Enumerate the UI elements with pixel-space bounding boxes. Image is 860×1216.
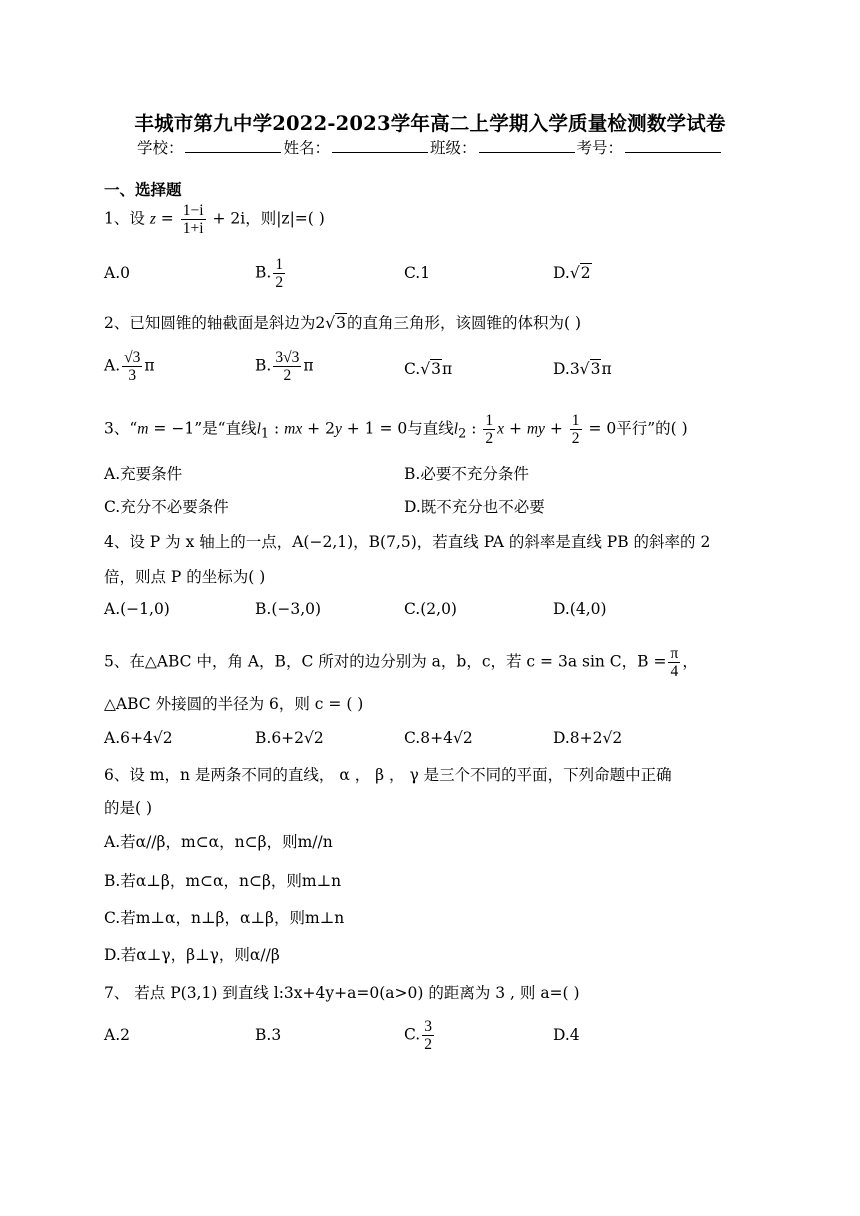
- question-6-line-1: 6、设 m，n 是两条不同的直线， α ， β ， γ 是三个不同的平面，下列命题中正确: [104, 766, 672, 784]
- name-label: 姓名：: [283, 139, 330, 157]
- question-5-line-1: 5、在△ABC 中，角 A，B，C 所对的边分别为 a，b，c，若 c = 3a sin C，B = $\frac{\pi}{4}$ ，: [104, 645, 698, 681]
- id-label: 考号：: [576, 139, 624, 157]
- name-blank[interactable]: [332, 139, 428, 153]
- q1-suffix: ，则|z|=( ): [245, 209, 325, 228]
- student-info-line: [0, 136, 860, 158]
- q6-option-c[interactable]: C.若m⊥α，n⊥β，α⊥β，则m⊥n: [104, 909, 345, 927]
- question-6-line-2: 的是( ): [104, 799, 153, 817]
- school-label: 学校：: [136, 139, 184, 157]
- question-5-line-2: △ABC 外接圆的半径为 6，则 c = ( ): [104, 695, 364, 713]
- question-2: 2、已知圆锥的轴截面是斜边为2√3的直角三角形，该圆锥的体积为( ): [104, 314, 582, 332]
- question-1: 1、设 z = $\frac{1-i}{1+i}$ + 2i，则|z|=( ): [104, 202, 325, 238]
- q7-option-a[interactable]: A.2: [104, 1026, 130, 1044]
- exam-title: 丰城市第九中学2022-2023学年高二上学期入学质量检测数学试卷: [134, 112, 726, 135]
- question-4-line-2: 倍，则点 P 的坐标为( ): [104, 568, 266, 586]
- q1-prefix: 1、设: [104, 209, 145, 228]
- q3-option-d[interactable]: D.既不充分也不必要: [404, 498, 545, 516]
- q3-option-c[interactable]: C.充分不必要条件: [104, 498, 229, 516]
- class-label: 班级：: [430, 139, 477, 157]
- q3-option-a[interactable]: A.充要条件: [104, 465, 183, 483]
- q1-option-c[interactable]: C.1: [404, 264, 431, 282]
- q5-option-d[interactable]: D.8+2√2: [553, 729, 623, 747]
- q6-option-b[interactable]: B.若α⊥β，m⊂α，n⊂β，则m⊥n: [104, 872, 342, 890]
- q5-option-c[interactable]: C.8+4√2: [404, 729, 473, 747]
- q1-option-d[interactable]: D.√2: [553, 264, 591, 282]
- q4-option-d[interactable]: D.(4,0): [553, 600, 607, 618]
- q6-option-a[interactable]: A.若α//β，m⊂α，n⊂β，则m//n: [104, 833, 333, 851]
- question-7: 7、 若点 P(3,1) 到直线 l:3x+4y+a=0(a>0) 的距离为 3 , 则 a=( ): [104, 984, 580, 1002]
- q3-option-b[interactable]: B.必要不充分条件: [404, 465, 529, 483]
- q7-option-d[interactable]: D.4: [553, 1026, 580, 1044]
- q5-option-a[interactable]: A.6+4√2: [104, 729, 173, 747]
- q2-option-a[interactable]: A. $\frac{√3}{3}$ π: [104, 349, 155, 385]
- q2-option-c[interactable]: C.√3π: [404, 360, 453, 378]
- q4-option-c[interactable]: C.(2,0): [404, 600, 457, 618]
- q7-option-c[interactable]: C. $\frac{3}{2}$: [404, 1018, 432, 1054]
- section-title: 一、选择题: [104, 180, 182, 199]
- question-3: 3、“m = −1”是“直线$l_1$ : mx + 2y + 1 = 0与直线$l_2$ : $\frac{1}{2}$ x + my + $\frac{1}{2}$ = 0平行”的( ): [104, 412, 688, 448]
- class-blank[interactable]: [479, 139, 575, 153]
- q5-option-b[interactable]: B.6+2√2: [255, 729, 324, 747]
- school-blank[interactable]: [185, 139, 281, 153]
- q6-option-d[interactable]: D.若α⊥γ，β⊥γ，则α//β: [104, 946, 280, 964]
- q7-option-b[interactable]: B.3: [255, 1026, 282, 1044]
- q4-option-a[interactable]: A.(−1,0): [104, 600, 170, 618]
- q1-option-b[interactable]: B. $\frac{1}{2}$: [255, 256, 284, 292]
- q1-fraction: $\frac{1-i}{1+i}$: [182, 202, 204, 238]
- id-blank[interactable]: [625, 139, 721, 153]
- question-4-line-1: 4、设 P 为 x 轴上的一点，A(−2,1)，B(7,5)，若直线 PA 的斜率是直线 PB 的斜率的 2: [104, 533, 711, 551]
- q4-option-b[interactable]: B.(−3,0): [255, 600, 322, 618]
- q2-option-d[interactable]: D.3√3π: [553, 360, 612, 378]
- q2-option-b[interactable]: B. $\frac{3√3}{2}$ π: [255, 349, 314, 385]
- q1-option-a[interactable]: A.0: [104, 264, 130, 282]
